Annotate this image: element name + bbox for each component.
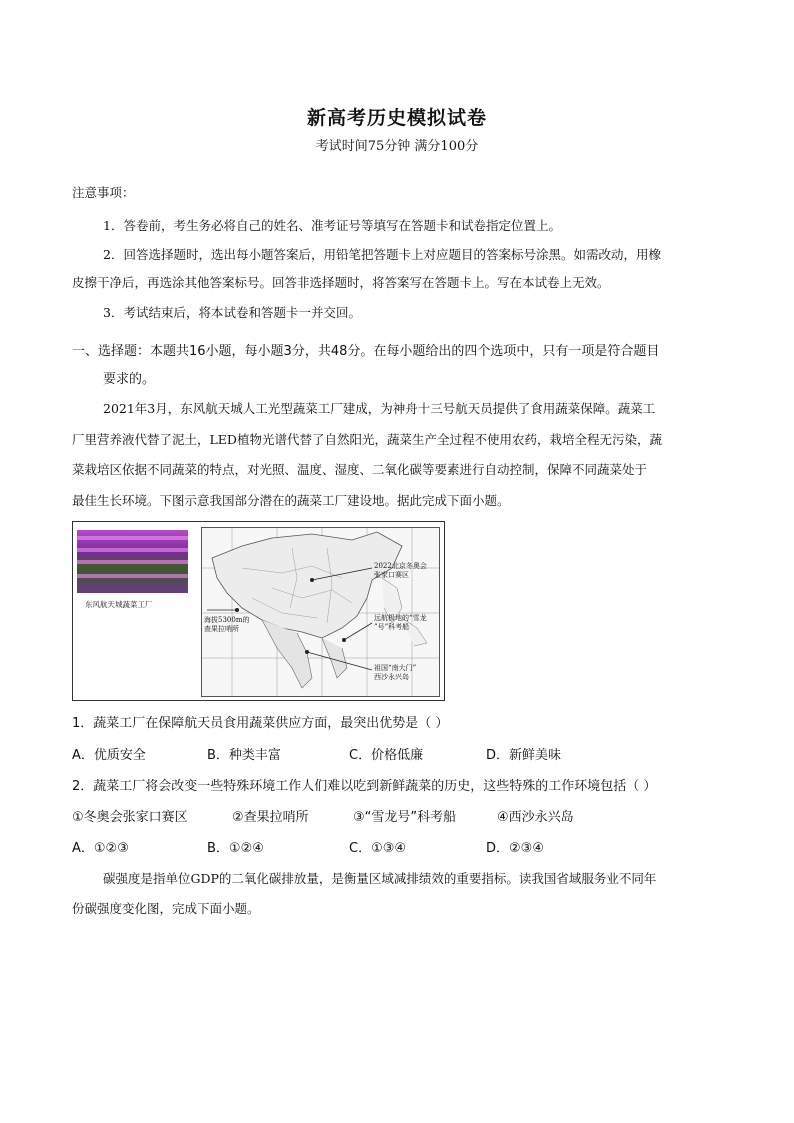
passage-1-line-2: 厂里营养液代替了泥土，LED植物光谱代替了自然阳光，蔬菜生产全过程不使用农药，栽培全程无污染，蔬 bbox=[72, 432, 662, 447]
label-polar-ship: 远航极地的“雪龙 ”号”科考船 bbox=[374, 614, 427, 631]
note-item-2-line-2: 皮擦干净后，再选涂其他答案标号。回答非选择题时，将答案写在答题卡上。写在本试卷上无效。 bbox=[72, 275, 610, 290]
photo-caption: 东风航天城蔬菜工厂 bbox=[85, 600, 153, 609]
q2-item-1: ①冬奥会张家口赛区 bbox=[72, 810, 188, 825]
passage-1-line-3: 菜栽培区依据不同蔬菜的特点，对光照、温度、湿度、二氧化碳等要素进行自动控制，保障不同蔬菜处于 bbox=[72, 462, 648, 477]
q2-option-a: A．①②③ bbox=[72, 841, 129, 856]
notes-heading: 注意事项： bbox=[72, 185, 135, 200]
passage-1-line-4: 最佳生长环境。下图示意我国部分潜在的蔬菜工厂建设地。据此完成下面小题。 bbox=[72, 493, 510, 508]
section-heading-line-1: 一、选择题：本题共16小题，每小题3分，共48分。在每小题给出的四个选项中，只有一项是符合题目 bbox=[72, 344, 660, 359]
china-map bbox=[201, 527, 440, 697]
question-1-stem: 1．蔬菜工厂在保障航天员食用蔬菜供应方面，最突出优势是（ ） bbox=[72, 716, 449, 731]
q1-option-c: C．价格低廉 bbox=[349, 748, 424, 763]
q2-option-c: C．①③④ bbox=[349, 841, 407, 856]
q2-item-3: ③“雪龙号”科考船 bbox=[353, 810, 457, 825]
q2-item-4: ④西沙永兴岛 bbox=[497, 810, 574, 825]
passage-2-line-1: 碳强度是指单位GDP的二氧化碳排放量，是衡量区域减排绩效的重要指标。读我国省域服务业不同年 bbox=[103, 871, 657, 886]
note-item-2-line-1: 2．回答选择题时，选出每小题答案后，用铅笔把答题卡上对应题目的答案标号涂黑。如需改动，用橡 bbox=[103, 247, 661, 262]
note-item-1: 1．答卷前，考生务必将自己的姓名、准考证号等填写在答题卡和试卷指定位置上。 bbox=[103, 218, 561, 233]
label-winter-olympics: 2022北京冬奥会 张家口赛区 bbox=[374, 562, 427, 579]
page-title: 新高考历史模拟试卷 bbox=[306, 107, 487, 129]
exam-info: 考试时间75分钟 满分100分 bbox=[315, 139, 479, 154]
section-heading-line-2: 要求的。 bbox=[103, 372, 156, 387]
q1-option-d: D．新鲜美味 bbox=[486, 748, 562, 763]
q2-option-d: D．②③④ bbox=[486, 841, 544, 856]
label-xisha-island: 祖国“南大门” 西沙永兴岛 bbox=[374, 664, 417, 681]
note-item-3: 3．考试结束后，将本试卷和答题卡一并交回。 bbox=[103, 305, 361, 320]
vegetable-factory-photo bbox=[77, 530, 188, 593]
q1-option-b: B．种类丰富 bbox=[207, 748, 281, 763]
passage-2-line-2: 份碳强度变化图，完成下面小题。 bbox=[72, 901, 260, 916]
passage-1-line-1: 2021年3月，东风航天城人工光型蔬菜工厂建成，为神舟十三号航天员提供了食用蔬菜保障。蔬菜工 bbox=[103, 401, 656, 416]
q1-option-a: A．优质安全 bbox=[72, 748, 146, 763]
map-figure bbox=[72, 521, 445, 701]
q2-option-b: B．①②④ bbox=[207, 841, 264, 856]
q2-item-2: ②查果拉哨所 bbox=[232, 810, 309, 825]
label-border-post: 海拔5300m的 查果拉哨所 bbox=[204, 616, 250, 633]
question-2-stem: 2．蔬菜工厂将会改变一些特殊环境工作人们难以吃到新鲜蔬菜的历史，这些特殊的工作环境包括（ ） bbox=[72, 779, 657, 794]
